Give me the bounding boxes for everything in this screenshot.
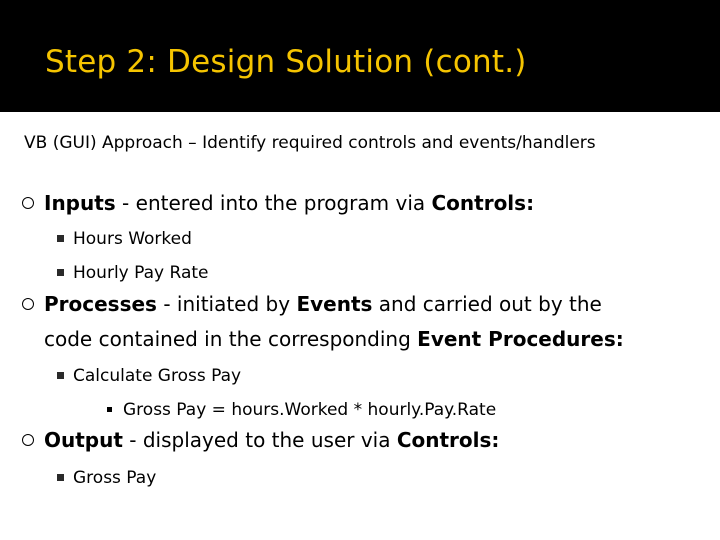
small-square-bullet-icon xyxy=(107,407,112,412)
square-bullet-icon xyxy=(57,269,64,276)
processes-events: Events xyxy=(296,292,373,316)
circle-bullet-icon xyxy=(22,197,34,209)
output-desc: - displayed to the user via xyxy=(122,428,397,452)
circle-bullet-icon xyxy=(22,434,34,446)
bullet-inputs-text xyxy=(44,187,534,220)
processes-line2: code contained in the corresponding xyxy=(44,327,418,351)
bullet-processes-text xyxy=(44,288,602,321)
bullet-processes-text-2 xyxy=(44,323,624,356)
formula-text: Gross Pay = hours.Worked * hourly.Pay.Rate xyxy=(123,400,497,420)
square-bullet-icon xyxy=(57,474,64,481)
slide-subtitle: VB (GUI) Approach – Identify required controls and events/handlers xyxy=(24,133,596,153)
list-item-text: Gross Pay xyxy=(73,468,157,488)
inputs-controls: Controls: xyxy=(431,191,535,215)
inputs-label: Inputs xyxy=(44,191,116,215)
processes-desc: - initiated by xyxy=(156,292,297,316)
square-bullet-icon xyxy=(57,235,64,242)
processes-label: Processes xyxy=(44,292,157,316)
inputs-desc: - entered into the program via xyxy=(115,191,432,215)
list-item-text: Hours Worked xyxy=(73,229,192,249)
square-bullet-icon xyxy=(57,372,64,379)
title-bar xyxy=(0,0,720,112)
bullet-output-text xyxy=(44,424,499,457)
output-controls: Controls: xyxy=(396,428,500,452)
slide-title: Step 2: Design Solution (cont.) xyxy=(45,44,527,80)
circle-bullet-icon xyxy=(22,298,34,310)
processes-desc-2: and carried out by the xyxy=(372,292,602,316)
list-item-text: Calculate Gross Pay xyxy=(73,366,242,386)
output-label: Output xyxy=(44,428,123,452)
processes-event-procedures: Event Procedures: xyxy=(417,327,624,351)
list-item-text: Hourly Pay Rate xyxy=(73,263,209,283)
